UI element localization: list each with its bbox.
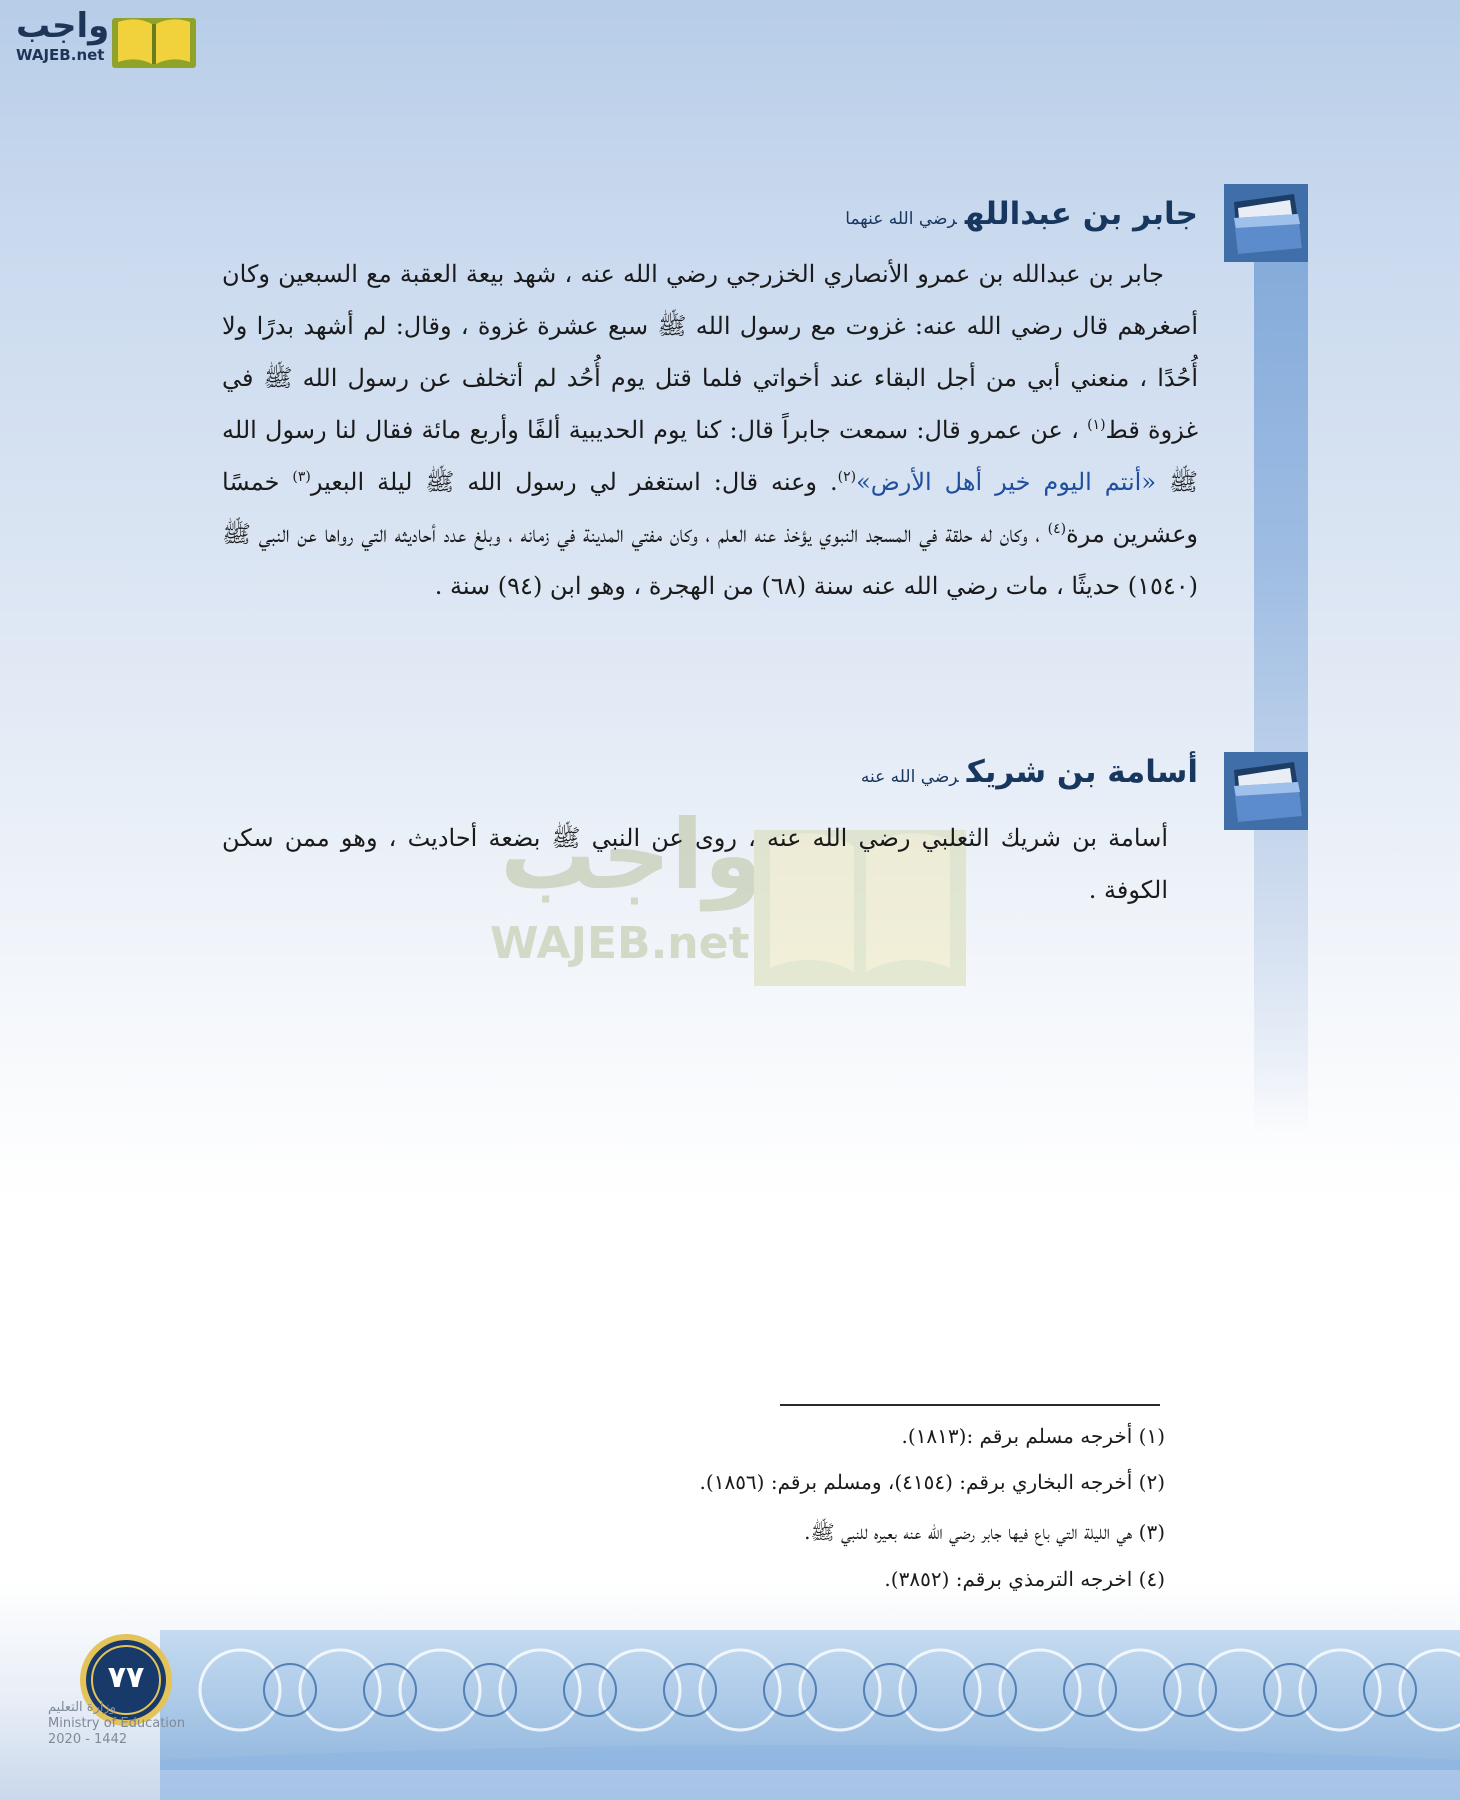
ministry-year: 2020 - 1442 [48, 1732, 128, 1747]
paragraph-part: أسامة بن شريك الثعلبي رضي الله عنه ، روى عن النبي ﷺ بضعة أحاديث ، وهو ممن سكن الكوفة . [222, 824, 1168, 904]
paragraph-part: جابر بن عبدالله بن عمرو الأنصاري الخزرجي رضي الله عنه ، شهد بيعة العقبة مع السبعين وكان أصغرهم قال رضي الله عنه: غزوت مع رسول الله ﷺ سبع عشرة غزوة ، وقال: لم أشهد بدرًا ولا أُحُدًا ، منعني أبي من أجل البقاء عند أخواتي فلما قتل يوم أُحُد لم أتخلف عن رسول الله ﷺ في غزوة قط [222, 260, 1198, 444]
section-title-usama [861, 754, 1198, 790]
footer-ornament [0, 1620, 1460, 1800]
footnote-ref[interactable]: (٣) [292, 469, 311, 485]
folder-icon [1224, 752, 1308, 830]
paragraph-part: خمسًا وعشرين مرة [222, 468, 1199, 548]
hadith-quote: «أنتم اليوم خير أهل الأرض» [856, 468, 1157, 496]
footnote-ref[interactable]: (٢) [837, 469, 857, 485]
logo-word: واجب [16, 6, 110, 46]
ministry-logo [48, 1700, 185, 1748]
footnote-1: (١) أخرجه مسلم برقم :(١٨١٣). [901, 1424, 1165, 1448]
footnote-4: (٤) اخرجه الترمذي برقم: (٣٨٥٢). [884, 1567, 1165, 1591]
footnote-ref[interactable]: (١) [1087, 417, 1106, 433]
section-body-usama [222, 812, 1168, 916]
paragraph-part: . وعنه قال: استغفر لي رسول الله ﷺ ليلة البعير [310, 468, 838, 496]
title-text: أسامة بن شريك [966, 754, 1198, 790]
honorific: رضي الله عنهما [845, 209, 957, 229]
watermark-word: واجب [500, 799, 764, 911]
paragraph-part: ، وكان له حلقة في المسجد النبوي يؤخذ عنه العلم ، وكان مفتي المدينة في زمانه ، وبلغ عدد أحاديثه التي رواها عن النبي ﷺ (١٥٤٠) حديثًا ، مات رضي الله عنه سنة (٦٨) من الهجرة ، وهو ابن (٩٤) سنة . [222, 520, 1198, 600]
page-number: ٧٧ [107, 1660, 145, 1695]
folder-icon [1224, 184, 1308, 262]
side-decor-bar [1254, 186, 1308, 1136]
footnote-2: (٢) أخرجه البخاري برقم: (٤١٥٤)، ومسلم برقم: (١٨٥٦). [699, 1470, 1165, 1494]
ministry-arabic: وزارة التعليم [48, 1700, 117, 1715]
ministry-english: Ministry of Education [48, 1716, 186, 1731]
footnote-divider [780, 1404, 1160, 1406]
honorific: رضي الله عنه [860, 767, 959, 787]
watermark-latin: WAJEB.net [490, 918, 750, 969]
section-title-jabir [845, 196, 1198, 232]
logo-latin: WAJEB.net [16, 46, 105, 64]
paragraph-part: ، عن عمرو قال: سمعت جابراً قال: كنا يوم الحديبية ألفًا وأربع مائة فقال لنا رسول الله ﷺ [222, 416, 1198, 496]
footnote-3: (٣) هي الليلة التي باع فيها جابر رضي الله عنه بعيره للنبي ﷺ. [804, 1520, 1165, 1544]
wajeb-logo[interactable] [10, 6, 190, 72]
section-body-jabir [222, 248, 1198, 612]
title-text: جابر بن عبدالله [964, 196, 1198, 232]
footnote-ref[interactable]: (٤) [1047, 521, 1067, 537]
book-icon [110, 12, 198, 70]
